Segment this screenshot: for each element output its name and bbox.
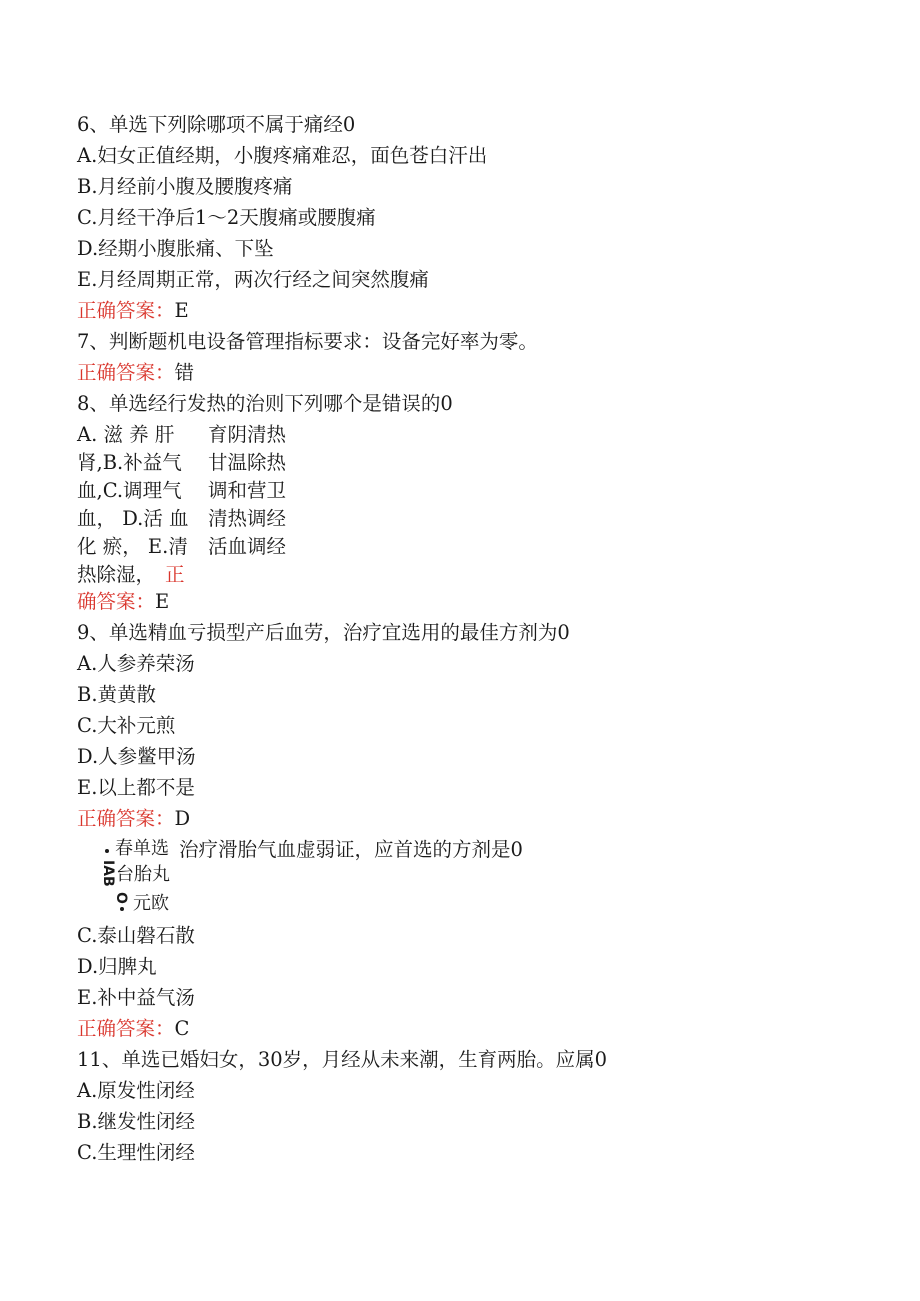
q8-right-line-4: 清热调经 — [208, 507, 287, 530]
answer-value: E — [174, 299, 189, 322]
q9-stem: 9、单选精血亏损型产后血劳，治疗宜选用的最佳方剂为0 — [77, 621, 570, 644]
answer-value: D — [174, 807, 191, 830]
answer-label: 正确答案： — [77, 299, 175, 322]
q8-left-line-3: 血,C.调理气 — [77, 479, 182, 502]
q8-left-line-4: 血， D.活 血 — [77, 507, 189, 530]
q9-option-b: B.黄黄散 — [77, 683, 157, 706]
q6-option-d: D.经期小腹胀痛、下坠 — [77, 237, 274, 260]
q8-left-line-1: A. 滋 养 肝 — [77, 423, 175, 446]
q8-answer — [77, 589, 169, 615]
answer-value: 错 — [174, 361, 195, 384]
q10-option-e: E.补中益气汤 — [77, 986, 195, 1009]
answer-label: 正确答案： — [77, 1017, 175, 1040]
q8-left-line-5: 化 瘀， E.清 — [77, 535, 188, 558]
answer-label-part1: 正 — [165, 563, 185, 586]
q8-right-line-2: 甘温除热 — [208, 451, 287, 474]
answer-value: C — [174, 1017, 190, 1040]
q6-option-e: E.月经周期正常，两次行经之间突然腹痛 — [77, 268, 429, 291]
q6-option-a: A.妇女正值经期，小腹疼痛难忍，面色苍白汗出 — [77, 144, 488, 167]
q6-stem: 6、单选下列除哪项不属于痛经0 — [77, 113, 356, 136]
q8-left-line-2: 肾,B.补益气 — [77, 451, 182, 474]
rotated-option-o: O — [113, 892, 129, 904]
q7-stem: 7、判断题机电设备管理指标要求：设备完好率为零。 — [77, 330, 538, 353]
q10-fragment-line-2: 台胎丸 — [116, 864, 170, 885]
answer-label: 正确答案： — [77, 361, 175, 384]
q10-stem-fragment: 春单选 — [115, 838, 169, 859]
q8-left-line-6 — [77, 562, 185, 588]
q9-option-c: C.大补元煎 — [77, 714, 176, 737]
q8-left-line-6-text: 热除湿， — [77, 563, 156, 586]
q9-option-e: E.以上都不是 — [77, 776, 195, 799]
q9-answer — [77, 806, 190, 832]
q8-right-line-1: 育阴清热 — [208, 423, 287, 446]
q10-option-d: D.归脾丸 — [77, 955, 157, 978]
rotated-option-letters: IAB — [100, 860, 116, 887]
q11-option-a: A.原发性闭经 — [77, 1079, 195, 1102]
bullet-dot — [105, 849, 109, 853]
q9-option-d: D.人参鳖甲汤 — [77, 745, 196, 768]
answer-value: E — [155, 590, 170, 613]
q6-option-c: C.月经干净后1～2天腹痛或腰腹痛 — [77, 206, 376, 229]
q9-option-a: A.人参养荣汤 — [77, 652, 195, 675]
q10-stem: 治疗滑胎气血虚弱证，应首选的方剂是0 — [179, 838, 523, 861]
q8-right-line-5: 活血调经 — [208, 535, 287, 558]
answer-label-part2: 确答案： — [77, 590, 156, 613]
q11-option-b: B.继发性闭经 — [77, 1110, 196, 1133]
q10-answer — [77, 1016, 189, 1042]
q11-stem: 11、单选已婚妇女，30岁，月经从未来潮，生育两胎。应属0 — [77, 1048, 608, 1071]
q11-option-c: C.生理性闭经 — [77, 1141, 195, 1164]
answer-label: 正确答案： — [77, 807, 175, 830]
q7-answer — [77, 360, 194, 386]
q6-answer — [77, 298, 189, 324]
q10-fragment-line-3: 元欧 — [133, 893, 169, 914]
q10-option-c: C.泰山磐石散 — [77, 924, 195, 947]
q6-option-b: B.月经前小腹及腰腹疼痛 — [77, 175, 293, 198]
bullet-dot — [120, 907, 124, 911]
q8-stem: 8、单选经行发热的治则下列哪个是错误的0 — [77, 392, 453, 415]
q8-right-line-3: 调和营卫 — [208, 479, 287, 502]
